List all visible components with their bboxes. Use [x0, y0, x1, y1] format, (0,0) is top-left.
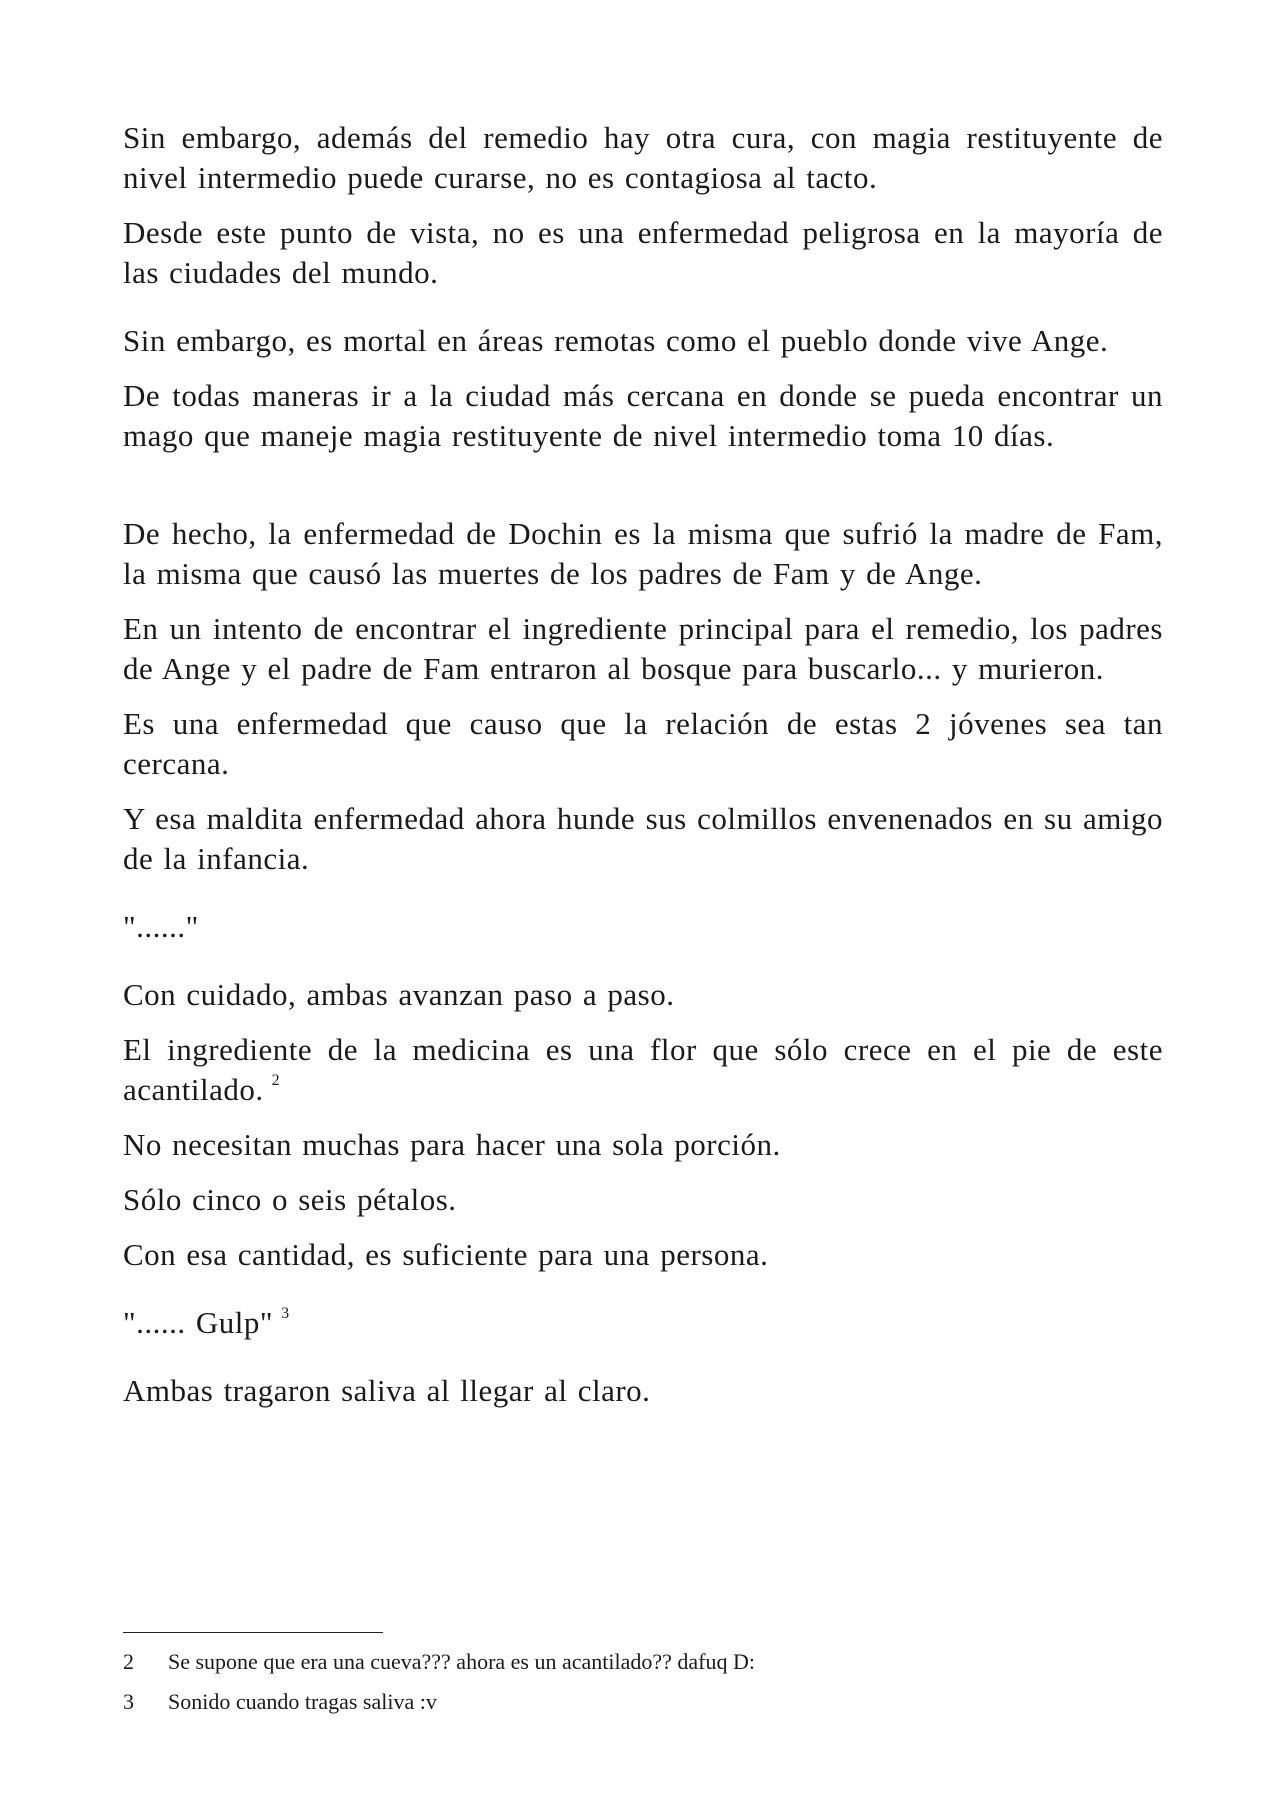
footnote-item — [123, 1682, 1163, 1722]
paragraph: De hecho, la enfermedad de Dochin es la misma que sufrió la madre de Fam, la misma que causó las muertes de los padres de Fam y de Ange. — [123, 516, 1163, 591]
paragraph-text: El ingrediente de la medicina es una flor que sólo crece en el pie de este acantilado. — [123, 1032, 1163, 1107]
paragraph: Sólo cinco o seis pétalos. — [123, 1182, 457, 1217]
paragraph-text: "...... Gulp" — [123, 1305, 274, 1340]
paragraph: No necesitan muchas para hacer una sola porción. — [123, 1127, 781, 1162]
paragraph: Con esa cantidad, es suficiente para una persona. — [123, 1237, 769, 1272]
paragraph: De todas maneras ir a la ciudad más cercana en donde se pueda encontrar un mago que maneje magia restituyente de nivel intermedio toma 10 días. — [123, 378, 1163, 453]
paragraph: Desde este punto de vista, no es una enfermedad peligrosa en la mayoría de las ciudades del mundo. — [123, 215, 1163, 290]
paragraph: Ambas tragaron saliva al llegar al claro. — [123, 1373, 651, 1408]
paragraph: Sin embargo, además del remedio hay otra cura, con magia restituyente de nivel intermedio puede curarse, no es contagiosa al tacto. — [123, 120, 1163, 195]
footnote-number: 2 — [123, 1649, 134, 1674]
paragraph: Con cuidado, ambas avanzan paso a paso. — [123, 977, 675, 1012]
footnote-divider — [123, 1632, 383, 1633]
footnote-item — [123, 1642, 1163, 1682]
paragraph: En un intento de encontrar el ingrediente principal para el remedio, los padres de Ange y el padre de Fam entraron al bosque para buscarlo... y murieron. — [123, 611, 1163, 686]
footnote-ref[interactable]: 2 — [271, 1071, 281, 1089]
paragraph — [123, 1303, 1163, 1343]
footnote-number: 3 — [123, 1689, 134, 1714]
footnote-ref[interactable]: 3 — [281, 1304, 290, 1322]
footnotes — [123, 1642, 1163, 1722]
paragraph: Sin embargo, es mortal en áreas remotas como el pueblo donde vive Ange. — [123, 323, 1109, 358]
paragraph: Y esa maldita enfermedad ahora hunde sus colmillos envenenados en su amigo de la infancia. — [123, 801, 1163, 876]
document-body — [123, 118, 1163, 1426]
paragraph: "......" — [123, 909, 199, 944]
paragraph: Es una enfermedad que causo que la relación de estas 2 jóvenes sea tan cercana. — [123, 706, 1163, 781]
paragraph — [123, 1030, 1163, 1110]
footnote-text: Se supone que era una cueva??? ahora es un acantilado?? dafuq D: — [168, 1649, 755, 1674]
footnote-text: Sonido cuando tragas saliva :v — [168, 1689, 437, 1714]
